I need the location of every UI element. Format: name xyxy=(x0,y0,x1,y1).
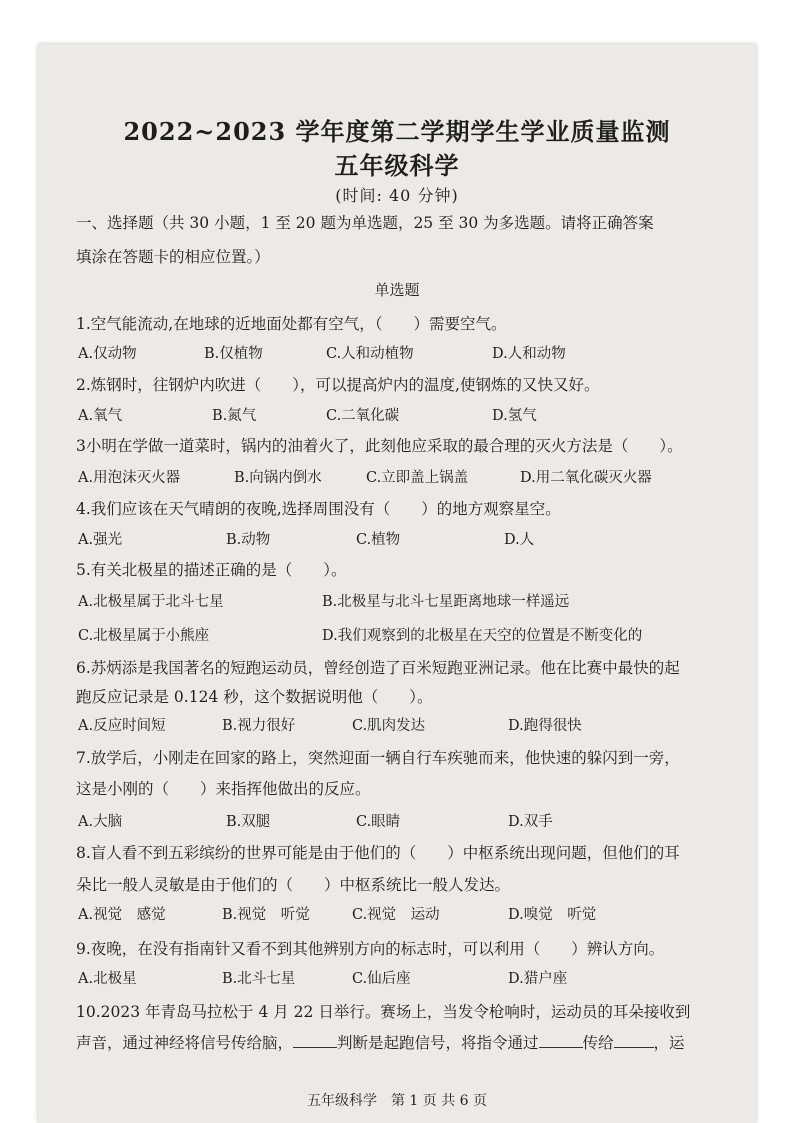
question-3: 3小明在学做一道菜时，锅内的油着火了，此刻他应采取的最合理的灭火方法是（ ）。 xyxy=(76,437,683,455)
q5-option-d: D.我们观察到的北极星在天空的位置是不断变化的 xyxy=(322,628,643,644)
q8-option-a: A.视觉 感觉 xyxy=(78,907,166,923)
q2-option-c: C.二氧化碳 xyxy=(326,408,400,424)
q8-option-d: D.嗅觉 听觉 xyxy=(508,907,597,923)
q10-blank-3 xyxy=(614,1033,654,1048)
q9-option-d: D.猎户座 xyxy=(508,971,568,987)
q6-option-b: B.视力很好 xyxy=(222,718,296,734)
question-6: 6.苏炳添是我国著名的短跑运动员，曾经创造了百米短跑亚洲记录。他在比赛中最快的起 xyxy=(76,659,680,677)
q4-option-c: C.植物 xyxy=(356,532,401,548)
q7-option-b: B.双腿 xyxy=(226,814,271,830)
q2-option-b: B.氮气 xyxy=(212,408,257,424)
q1-option-d: D.人和动物 xyxy=(492,346,566,362)
q4-option-a: A.强光 xyxy=(78,532,123,548)
exam-title: 2022~2023 学年度第二学期学生学业质量监测 xyxy=(123,117,671,146)
question-1: 1.空气能流动,在地球的近地面处都有空气，（ ）需要空气。 xyxy=(76,315,507,333)
page-footer: 五年级科学 第 1 页 共 6 页 xyxy=(306,1093,488,1109)
q10-text-a: 声音，通过神经将信号传给脑， xyxy=(76,1034,294,1052)
question-7-cont: 这是小刚的（ ）来指挥他做出的反应。 xyxy=(76,780,371,798)
q6-option-c: C.肌肉发达 xyxy=(352,718,426,734)
q5-option-a: A.北极星属于北斗七星 xyxy=(78,594,224,610)
q5-option-b: B.北极星与北斗七星距离地球一样遥远 xyxy=(322,594,570,610)
q6-option-a: A.反应时间短 xyxy=(78,718,166,734)
q9-option-c: C.仙后座 xyxy=(352,971,411,987)
question-5: 5.有关北极星的描述正确的是（ ）。 xyxy=(76,561,347,579)
q8-option-c: C.视觉 运动 xyxy=(352,907,440,923)
q8-option-b: B.视觉 听觉 xyxy=(222,907,310,923)
q1-option-c: C.人和动植物 xyxy=(326,346,414,362)
question-10: 10.2023 年青岛马拉松于 4 月 22 日举行。赛场上，当发令枪响时，运动员的耳朵接收到 xyxy=(76,1003,691,1021)
q1-option-a: A.仅动物 xyxy=(78,346,137,362)
question-10-cont xyxy=(76,1031,685,1053)
q7-option-a: A.大脑 xyxy=(78,814,123,830)
q3-option-c: C.立即盖上锅盖 xyxy=(366,470,469,486)
q5-option-c: C.北极星属于小熊座 xyxy=(78,628,210,644)
q4-option-d: D.人 xyxy=(504,532,535,548)
q3-option-a: A.用泡沫灭火器 xyxy=(78,470,181,486)
question-8: 8.盲人看不到五彩缤纷的世界可能是由于他们的（ ）中枢系统出现问题，但他们的耳 xyxy=(76,844,680,862)
q10-text-d: ，运 xyxy=(653,1034,685,1052)
question-6-cont: 跑反应记录是 0.124 秒，这个数据说明他（ ）。 xyxy=(76,688,433,706)
question-8-cont: 朵比一般人灵敏是由于他们的（ ）中枢系统比一般人发达。 xyxy=(76,876,511,894)
section-heading-cont: 填涂在答题卡的相应位置。） xyxy=(76,248,270,266)
exam-subtitle: 五年级科学 xyxy=(334,151,460,180)
q9-option-b: B.北斗七星 xyxy=(222,971,296,987)
q3-option-d: D.用二氧化碳灭火器 xyxy=(520,470,652,486)
section-heading: 一、选择题（共 30 小题，1 至 20 题为单选题，25 至 30 为多选题。请将正确答案 xyxy=(76,214,654,232)
q9-option-a: A.北极星 xyxy=(78,971,137,987)
q10-blank-2 xyxy=(539,1033,583,1048)
single-choice-label: 单选题 xyxy=(374,281,420,299)
question-9: 9.夜晚，在没有指南针又看不到其他辨别方向的标志时，可以利用（ ）辨认方向。 xyxy=(76,940,665,958)
exam-time: (时间: 40 分钟) xyxy=(335,186,459,205)
q10-blank-1 xyxy=(293,1033,337,1048)
q10-text-b: 判断是起跑信号，将指令通过 xyxy=(337,1034,539,1052)
q1-option-b: B.仅植物 xyxy=(204,346,263,362)
q7-option-c: C.眼睛 xyxy=(356,814,401,830)
q7-option-d: D.双手 xyxy=(508,814,553,830)
q10-text-c: 传给 xyxy=(582,1034,614,1052)
question-4: 4.我们应该在天气晴朗的夜晚,选择周围没有（ ）的地方观察星空。 xyxy=(76,500,561,518)
q2-option-a: A.氧气 xyxy=(78,408,123,424)
question-7: 7.放学后，小刚走在回家的路上，突然迎面一辆自行车疾驰而来，他快速的躲闪到一旁， xyxy=(76,749,680,767)
q4-option-b: B.动物 xyxy=(226,532,271,548)
q6-option-d: D.跑得很快 xyxy=(508,718,582,734)
q2-option-d: D.氢气 xyxy=(492,408,537,424)
q3-option-b: B.向锅内倒水 xyxy=(234,470,322,486)
question-2: 2.炼钢时，往钢炉内吹进（ ），可以提高炉内的温度,使钢炼的又快又好。 xyxy=(76,376,600,394)
